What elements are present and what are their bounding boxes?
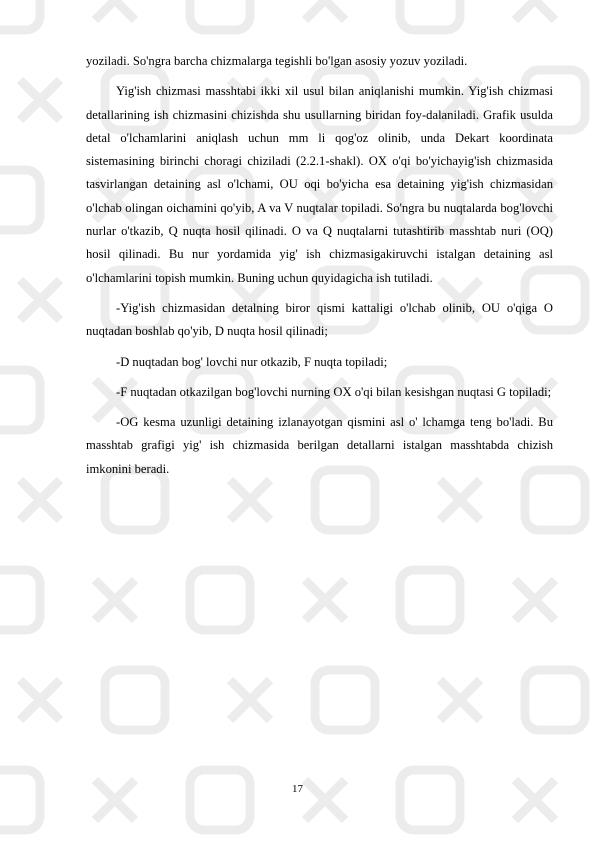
step-og-segment: -OG kesma uzunligi detaining izlanayotgan qismini asl o' lchamga teng bo'ladi. Bu masshtab grafigi yig' ish chizmasida berilgan detallarni istalgan masshtabda chizish imkonini beradi. [86,415,553,476]
step-draw-ray-from-d: -D nuqtadan bog' lovchi nur otkazib, F nuqta topiladi; [116,354,388,369]
page-body [86,50,553,488]
paragraph-scale-methods: Yig'ish chizmasi masshtabi ikki xil usul bilan aniqlanishi mumkin. Yig'ish chizmasi detallarining ish chizmasini chizishda shu usullarning biridan foy-dalaniladi. Grafik usulda detal o'lchamlarini aniqlash uchun mm li qog'oz olinib, unda Dekart koordinata sistemasining birinchi choragi chiziladi (2.2.1-shakl). OX o'qi bo'yichayig'ish chizmasida tasvirlangan detaining asl o'lchami, OU oqi bo'yicha esa detaining yig'ish chizmasidan o'lchab olingan oichamini qo'yib, A va V nuqtalar topiladi. So'ngra bu nuqtalarda bog'lovchi nurlar o'tkazib, Q nuqta hosil qilinadi. O va Q nuqtalarni tutashtirib masshtab nuri (OQ) hosil qilinadi. Bu nur yordamida yig' ish chizmasigakiruvchi istalgan detaining asl o'lchamlarini topish mumkin. Buning uchun quyidagicha ish tutiladi. [86,84,553,285]
paragraph-continuation: yoziladi. So'ngra barcha chizmalarga tegishli bo'lgan asosiy yozuv yoziladi. [86,54,468,68]
page-number: 17 [292,783,303,795]
step-measure-part: -Yig'ish chizmasidan detalning biror qismi kattaligi o'lchab olinib, OU o'qiga O nuqtadan boshlab qo'yib, D nuqta hosil qilinadi; [86,300,553,339]
step-find-point-g: -F nuqtadan otkazilgan bog'lovchi nurning OX o'qi bilan kesishgan nuqtasi G topiladi; [116,384,552,399]
